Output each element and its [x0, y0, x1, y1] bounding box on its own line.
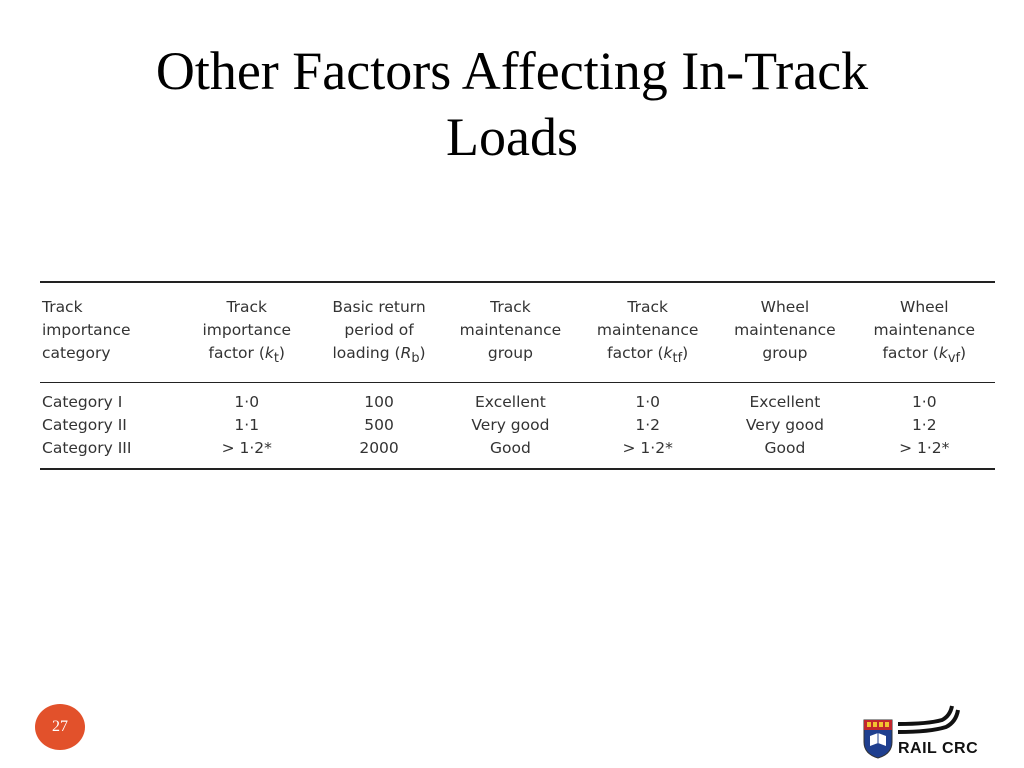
table-cell: 500 — [364, 416, 394, 435]
title-line-1: Other Factors Affecting In-Track — [155, 41, 869, 101]
logo-text: RAIL CRC — [898, 740, 979, 757]
table-cell: 1·0 — [911, 393, 937, 412]
table-cell: Category III — [42, 439, 132, 458]
header-track-importance-category: Track importance category — [42, 298, 131, 362]
table-cell: 1·0 — [234, 393, 260, 412]
slide-title — [60, 38, 964, 170]
header-track-maintenance-group: Track maintenance group — [459, 298, 562, 362]
table-cell: Very good — [471, 416, 550, 435]
table-cell: > 1·2* — [622, 439, 673, 458]
slide-number-badge — [35, 704, 85, 750]
factors-table — [40, 281, 995, 470]
table-cell: > 1·2* — [899, 439, 950, 458]
factors-table-container — [40, 281, 995, 470]
table-cell: > 1·2* — [221, 439, 272, 458]
table-cell: Good — [764, 439, 806, 458]
header-wheel-maintenance-factor: Wheel maintenance factor $(k_{vf})$ — [873, 298, 976, 367]
table-cell: 1·0 — [635, 393, 660, 412]
table-cell: Excellent — [475, 393, 546, 412]
table-cell: Good — [490, 439, 531, 458]
table-cell: Excellent — [749, 393, 821, 412]
table-cell: Category II — [42, 416, 127, 435]
rail-crc-logo — [858, 702, 998, 762]
header-wheel-maintenance-group: Wheel maintenance group — [734, 298, 836, 362]
table-row — [40, 437, 995, 469]
table-row — [40, 383, 995, 415]
table-cell: Category I — [42, 393, 123, 412]
table-cell: 1·2 — [911, 416, 937, 435]
table-cell: 1·2 — [635, 416, 660, 435]
slide-number: 27 — [52, 718, 68, 735]
table-body — [40, 383, 995, 470]
header-track-maintenance-factor: Track maintenance factor $(k_{tf})$ — [596, 298, 699, 367]
header-basic-return-period: Basic return period of loading $(R_b)$ — [332, 298, 426, 367]
table-row — [40, 414, 995, 437]
table-cell: 2000 — [359, 439, 399, 458]
table-cell: 100 — [364, 393, 394, 412]
header-row — [40, 282, 995, 383]
header-track-importance-factor: Track importance factor $(k_t)$ — [202, 298, 292, 367]
table-cell: 1·1 — [234, 416, 260, 435]
title-line-2: Loads — [446, 107, 578, 167]
table-header — [40, 282, 995, 383]
table-cell: Very good — [745, 416, 824, 435]
